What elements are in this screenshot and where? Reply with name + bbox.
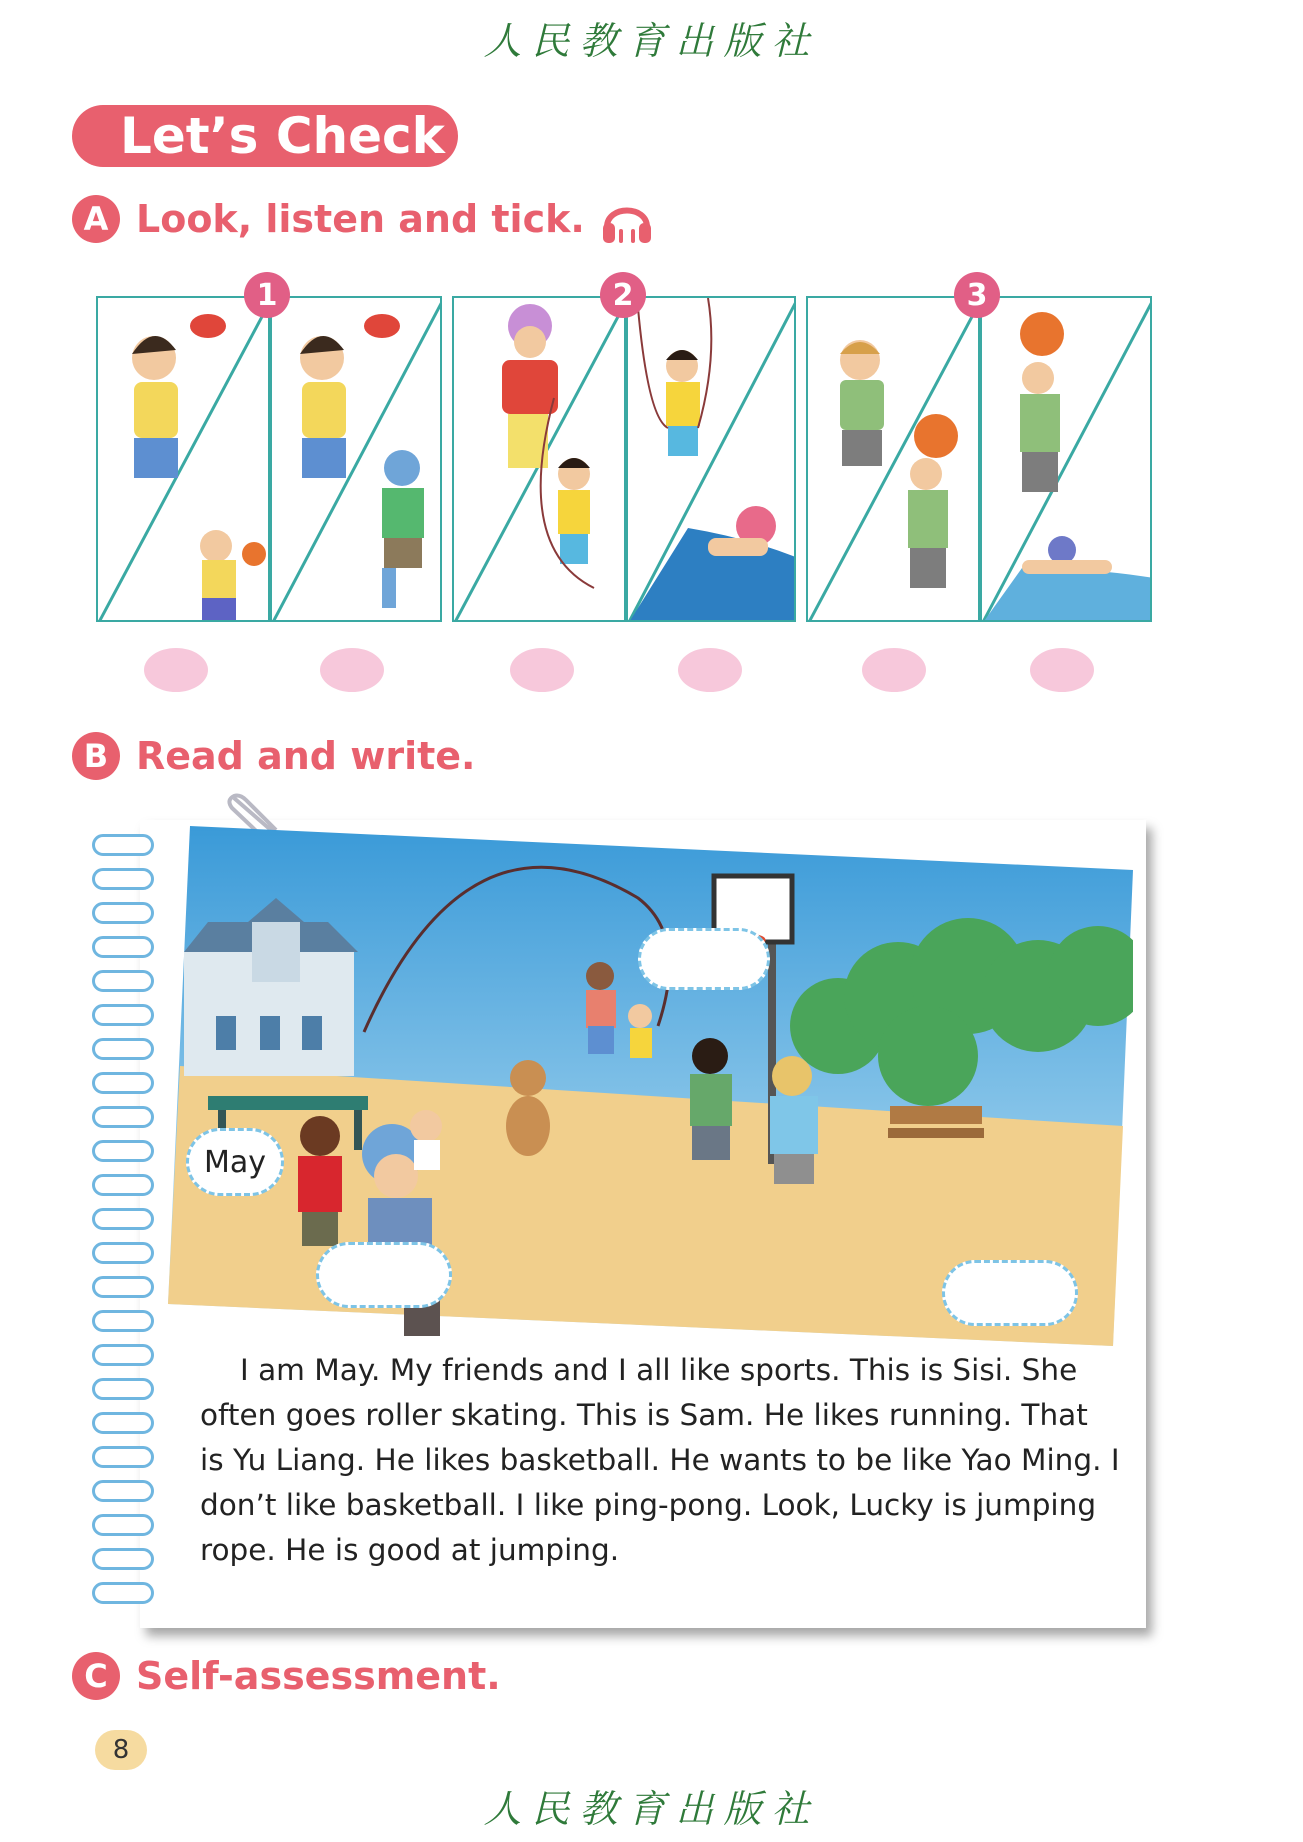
spiral-ring [92, 1106, 154, 1128]
spiral-ring [92, 1480, 154, 1502]
spiral-ring [92, 834, 154, 856]
tick-oval-1b[interactable] [320, 648, 384, 692]
story-paragraph: I am May. My friends and I all like sports. This is Sisi. She often goes roller skating. This is Sam. He likes running. That is Yu Liang. He likes basketball. He wants to be like Yao Ming. I don’t like basketball. I like ping-pong. Look, Lucky is jumping rope. He is good at jumping. [200, 1353, 1120, 1567]
section-b-heading [72, 731, 475, 781]
group-2-number: 2 [600, 272, 646, 318]
spiral-ring [92, 1582, 154, 1604]
bubble-blank-runner[interactable] [942, 1260, 1078, 1326]
spiral-ring [92, 1072, 154, 1094]
spiral-ring [92, 1344, 154, 1366]
spiral-ring [92, 1174, 154, 1196]
picture-1a [96, 296, 270, 622]
spiral-ring [92, 868, 154, 890]
section-c-letter: C [72, 1652, 120, 1700]
bubble-may: May [186, 1128, 284, 1196]
spiral-ring [92, 1038, 154, 1060]
section-a-letter: A [72, 195, 120, 243]
spiral-ring [92, 902, 154, 924]
section-c-title: Self-assessment. [136, 1654, 501, 1698]
spiral-ring [92, 1446, 154, 1468]
spiral-ring [92, 1378, 154, 1400]
headphone-icon[interactable] [599, 193, 655, 245]
picture-2a [452, 296, 626, 622]
tick-oval-3b[interactable] [1030, 648, 1094, 692]
publisher-header: 人民教育出版社 [483, 19, 820, 63]
spiral-ring [92, 936, 154, 958]
bubble-blank-rope[interactable] [638, 928, 770, 990]
section-b-title: Read and write. [136, 734, 476, 778]
spiral-ring [92, 1514, 154, 1536]
picture-3b [980, 296, 1152, 622]
section-a-heading [72, 194, 655, 244]
tick-oval-2b[interactable] [678, 648, 742, 692]
spiral-ring [92, 1242, 154, 1264]
publisher-footer: 人民教育出版社 [483, 1787, 820, 1831]
section-b-letter: B [72, 732, 120, 780]
spiral-ring [92, 1310, 154, 1332]
tick-oval-2a[interactable] [510, 648, 574, 692]
lets-check-banner: Let’s Check [72, 105, 458, 167]
tick-oval-1a[interactable] [144, 648, 208, 692]
group-3-number: 3 [954, 272, 1000, 318]
spiral-ring [92, 1004, 154, 1026]
group-1-number: 1 [244, 272, 290, 318]
section-c-heading [72, 1651, 501, 1701]
spiral-ring [92, 1208, 154, 1230]
picture-3a [806, 296, 980, 622]
picture-1b [270, 296, 442, 622]
picture-2b [626, 296, 796, 622]
spiral-ring [92, 1548, 154, 1570]
spiral-ring [92, 1412, 154, 1434]
bubble-blank-skater[interactable] [316, 1242, 452, 1308]
page-number: 8 [95, 1730, 147, 1770]
tick-oval-3a[interactable] [862, 648, 926, 692]
spiral-ring [92, 1276, 154, 1298]
spiral-ring [92, 1140, 154, 1162]
spiral-ring [92, 970, 154, 992]
story-text [200, 1348, 1120, 1573]
section-a-title: Look, listen and tick. [136, 197, 585, 241]
